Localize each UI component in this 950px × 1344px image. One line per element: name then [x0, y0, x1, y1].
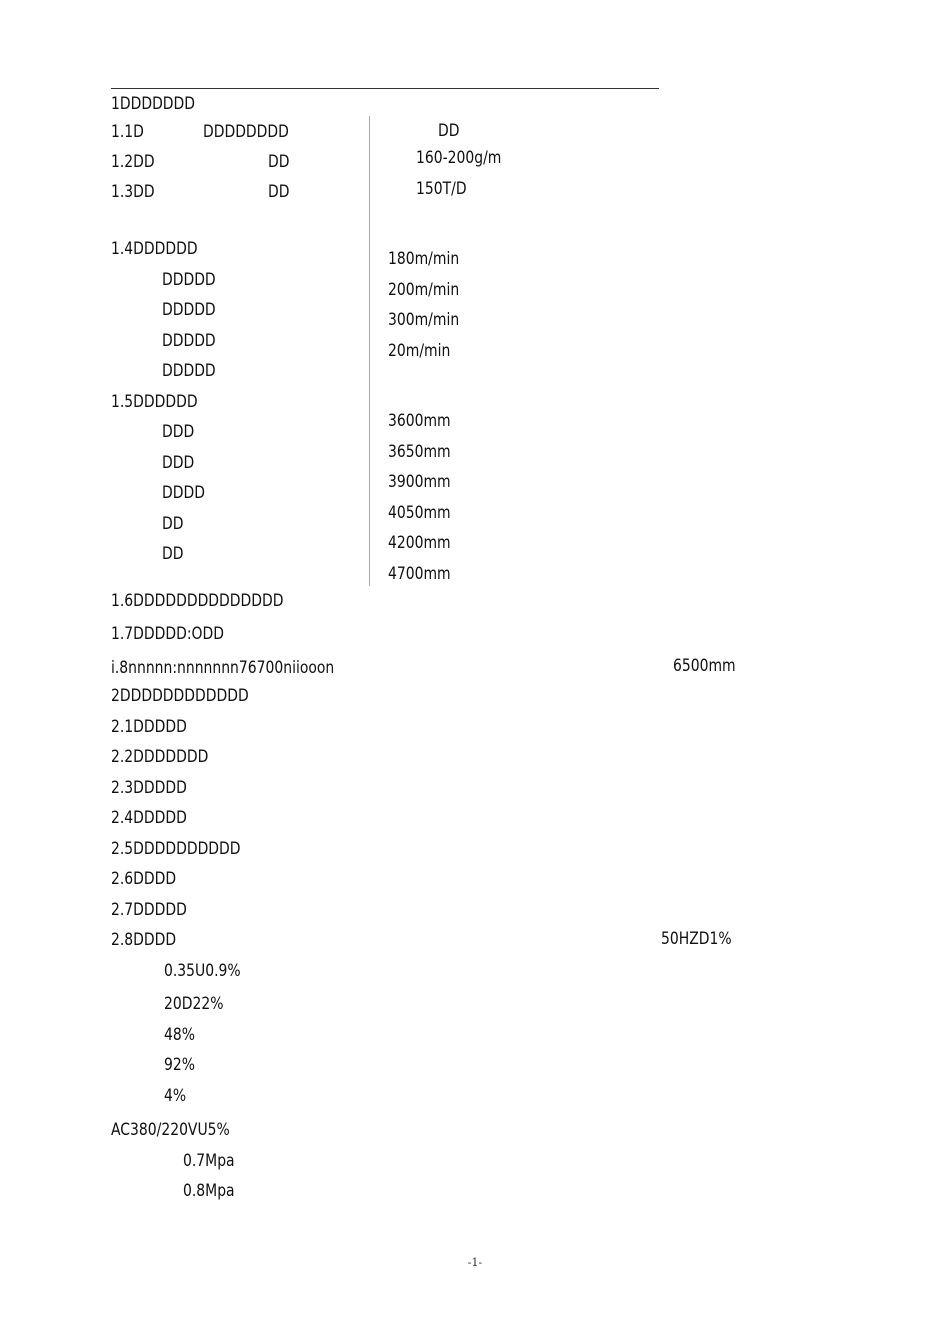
item-1-5-a: DDD [162, 422, 195, 442]
item-2-2: 2.2DDDDDDD [111, 747, 209, 767]
power-supply: AC380/220VU5% [111, 1120, 230, 1140]
width-5: 4200mm [388, 533, 451, 553]
item-1-4-d: DDDDD [162, 361, 216, 381]
speed-2: 200m/min [388, 280, 460, 300]
spec-value-2: 20D22% [164, 994, 224, 1014]
speed-3: 300m/min [388, 310, 460, 330]
grammage-range: 160-200g/m [416, 148, 502, 168]
item-1-4-b: DDDDD [162, 300, 216, 320]
far-right-value-1: 6500mm [673, 656, 736, 676]
item-1-8: i.8nnnnn:nnnnnnn76700niiooon [111, 658, 335, 678]
spec-value-3: 48% [164, 1025, 195, 1045]
spec-value-5: 4% [164, 1086, 187, 1106]
item-1-5: 1.5DDDDDD [111, 392, 198, 412]
width-3: 3900mm [388, 472, 451, 492]
item-1-4-a: DDDDD [162, 270, 216, 290]
item-1-5-d: DD [162, 514, 184, 534]
item-2-6: 2.6DDDD [111, 869, 177, 889]
spec-value-1: 0.35U0.9% [164, 961, 241, 981]
speed-4: 20m/min [388, 341, 451, 361]
width-4: 4050mm [388, 503, 451, 523]
item-1-7: 1.7DDDDD:ODD [111, 624, 224, 644]
item-1-2: 1.2DD [111, 152, 155, 172]
section-1-heading: 1DDDDDDD [111, 94, 196, 114]
item-1-3-label: DD [268, 182, 290, 202]
speed-1: 180m/min [388, 249, 460, 269]
item-1-4-c: DDDDD [162, 331, 216, 351]
item-2-1: 2.1DDDDD [111, 717, 187, 737]
item-1-6: 1.6DDDDDDDDDDDDDD [111, 591, 284, 611]
width-6: 4700mm [388, 564, 451, 584]
far-right-value-2: 50HZD1% [661, 929, 732, 949]
daily-capacity: 150T/D [416, 179, 467, 199]
item-2-8: 2.8DDDD [111, 930, 177, 950]
item-2-7: 2.7DDDDD [111, 900, 187, 920]
pressure-2: 0.8Mpa [183, 1181, 235, 1201]
item-2-5: 2.5DDDDDDDDDD [111, 839, 241, 859]
column-divider [369, 116, 370, 586]
right-dd: DD [438, 121, 460, 141]
item-1-5-b: DDD [162, 453, 195, 473]
item-1-2-label: DD [268, 152, 290, 172]
item-1-4: 1.4DDDDDD [111, 239, 198, 259]
width-1: 3600mm [388, 411, 451, 431]
width-2: 3650mm [388, 442, 451, 462]
page-number: -1- [467, 1256, 483, 1269]
item-1-1: 1.1D [111, 122, 144, 142]
item-2-4: 2.4DDDDD [111, 808, 187, 828]
section-2-heading: 2DDDDDDDDDDDD [111, 686, 249, 706]
item-1-5-c: DDDD [162, 483, 205, 503]
spec-value-4: 92% [164, 1055, 195, 1075]
item-2-3: 2.3DDDDD [111, 778, 187, 798]
item-1-5-e: DD [162, 544, 184, 564]
top-rule [111, 88, 659, 89]
item-1-3: 1.3DD [111, 182, 155, 202]
pressure-1: 0.7Mpa [183, 1151, 235, 1171]
item-1-1-label: DDDDDDDD [203, 122, 289, 142]
